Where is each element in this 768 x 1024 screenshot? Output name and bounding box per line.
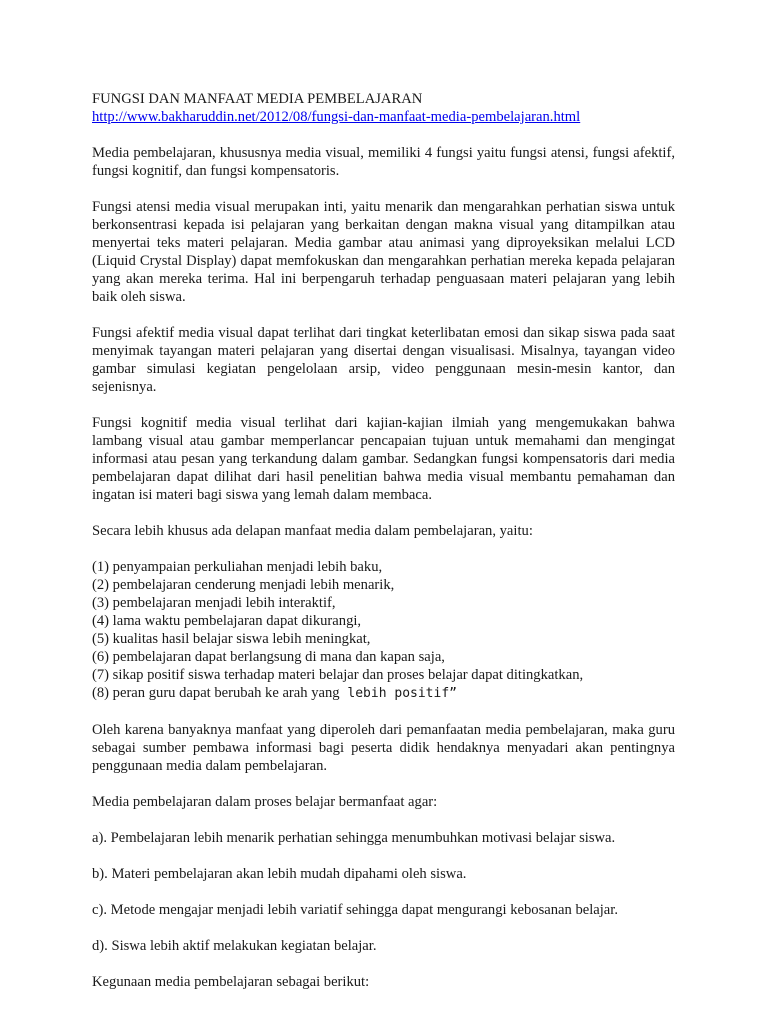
list-item: (6) pembelajaran dapat berlangsung di mana dan kapan saja, bbox=[92, 649, 445, 665]
list-item bbox=[92, 684, 675, 703]
list-item-text-mono: lebih positif” bbox=[339, 686, 457, 701]
list-item: (4) lama waktu pembelajaran dapat dikurangi, bbox=[92, 613, 362, 629]
spacer bbox=[92, 180, 675, 198]
spacer bbox=[92, 126, 675, 144]
paragraph-attention: Fungsi atensi media visual merupakan inti, yaitu menarik dan mengarahkan perhatian siswa untuk berkonsentrasi kepada isi pelajaran yang berkaitan dengan makna visual yang ditampilkan atau menyertai teks materi pelajaran. Media gambar atau animasi yang diproyeksikan melalui LCD (Liquid Crystal Display) dapat memfokuskan dan mengarahkan perhatian mereka kepada pelajaran yang akan mereka terima. Hal ini berpengaruh terhadap penguasaan materi pelajaran yang lebih baik oleh siswa. bbox=[92, 199, 675, 305]
paragraph-closing: Kegunaan media pembelajaran sebagai berikut: bbox=[92, 974, 370, 990]
spacer bbox=[92, 883, 675, 901]
spacer bbox=[92, 775, 675, 793]
paragraph-cognitive: Fungsi kognitif media visual terlihat dari kajian-kajian ilmiah yang mengemukakan bahwa lambang visual atau gambar memperlancar pencapaian tujuan untuk memahami dan mengingat informasi atau pesan yang terkandung dalam gambar. Sedangkan fungsi kompensatoris dari media pembelajaran dapat dilihat dari hasil penelitian bahwa media visual membantu pemahaman dan ingatan isi materi bagi siswa yang lemah dalam membaca. bbox=[92, 415, 675, 503]
spacer bbox=[92, 396, 675, 414]
spacer bbox=[92, 919, 675, 937]
paragraph-purpose-intro: Media pembelajaran dalam proses belajar bermanfaat agar: bbox=[92, 794, 438, 810]
spacer bbox=[92, 847, 675, 865]
list-item: (1) penyampaian perkuliahan menjadi lebih baku, bbox=[92, 559, 383, 575]
spacer bbox=[92, 955, 675, 973]
spacer bbox=[92, 703, 675, 721]
paragraph-benefits-intro: Secara lebih khusus ada delapan manfaat media dalam pembelajaran, yaitu: bbox=[92, 523, 533, 539]
paragraph-affective: Fungsi afektif media visual dapat terlihat dari tingkat keterlibatan emosi dan sikap siswa pada saat menyimak tayangan materi pelajaran yang disertai dengan visualisasi. Misalnya, tayangan video gambar simulasi kegiatan pengelolaan arsip, video penggunaan mesin-mesin kantor, dan sejenisnya. bbox=[92, 325, 675, 395]
purpose-item: d). Siswa lebih aktif melakukan kegiatan belajar. bbox=[92, 938, 377, 954]
list-item: (2) pembelajaran cenderung menjadi lebih menarik, bbox=[92, 577, 395, 593]
document-page bbox=[92, 90, 675, 991]
list-item-text: (8) peran guru dapat berubah ke arah yang bbox=[92, 685, 340, 701]
benefits-list bbox=[92, 558, 675, 703]
spacer bbox=[92, 504, 675, 522]
source-link[interactable]: http://www.bakharuddin.net/2012/08/fungsi-dan-manfaat-media-pembelajaran.html bbox=[92, 109, 581, 125]
list-item: (7) sikap positif siswa terhadap materi belajar dan proses belajar dapat ditingkatkan, bbox=[92, 667, 584, 683]
spacer bbox=[92, 540, 675, 558]
purpose-item: a). Pembelajaran lebih menarik perhatian sehingga menumbuhkan motivasi belajar siswa. bbox=[92, 830, 616, 846]
purpose-item: c). Metode mengajar menjadi lebih variatif sehingga dapat mengurangi kebosanan belajar. bbox=[92, 902, 618, 918]
purpose-item: b). Materi pembelajaran akan lebih mudah dipahami oleh siswa. bbox=[92, 866, 467, 882]
spacer bbox=[92, 811, 675, 829]
paragraph-teacher: Oleh karena banyaknya manfaat yang diperoleh dari pemanfaatan media pembelajaran, maka guru sebagai sumber pembawa informasi bagi peserta didik hendaknya menyadari akan pentingnya penggunaan media dalam pembelajaran. bbox=[92, 722, 675, 774]
paragraph-intro: Media pembelajaran, khususnya media visual, memiliki 4 fungsi yaitu fungsi atensi, fungsi afektif, fungsi kognitif, dan fungsi kompensatoris. bbox=[92, 145, 675, 179]
list-item: (3) pembelajaran menjadi lebih interaktif, bbox=[92, 595, 336, 611]
list-item: (5) kualitas hasil belajar siswa lebih meningkat, bbox=[92, 631, 371, 647]
spacer bbox=[92, 306, 675, 324]
document-title: FUNGSI DAN MANFAAT MEDIA PEMBELAJARAN bbox=[92, 91, 423, 107]
